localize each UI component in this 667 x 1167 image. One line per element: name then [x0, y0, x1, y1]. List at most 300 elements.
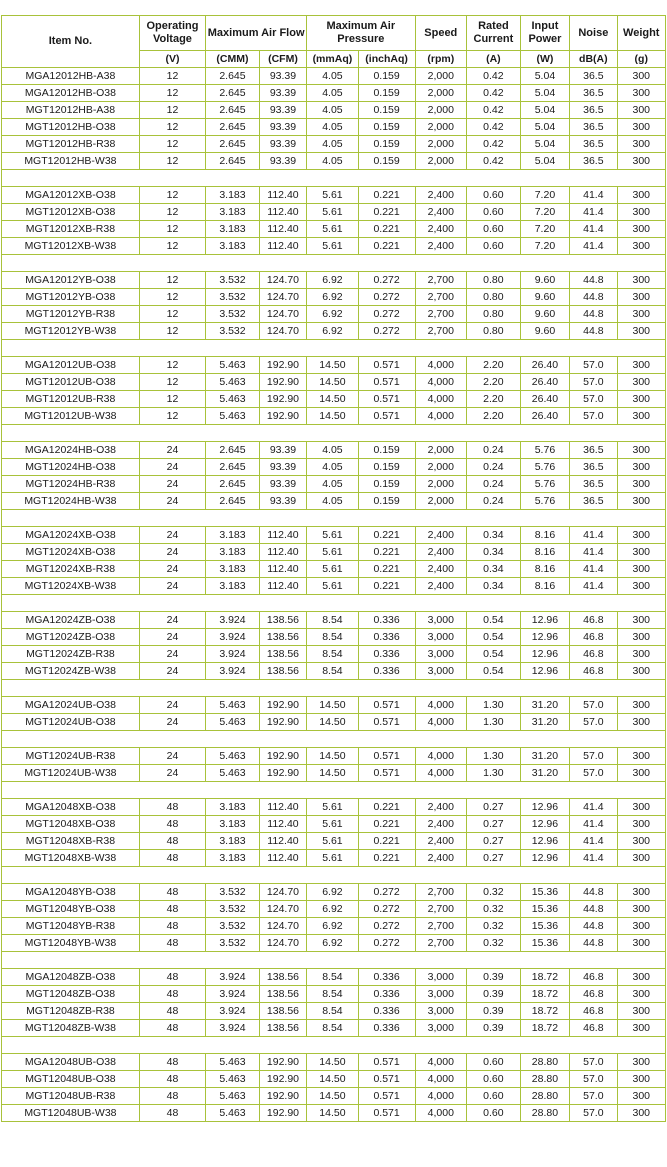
separator-cell — [2, 595, 666, 612]
cell-item-no: MGA12024ZB-O38 — [2, 612, 140, 629]
table-row — [2, 629, 666, 646]
cell-speed: 3,000 — [415, 629, 467, 646]
cell-rated-current: 1.30 — [467, 748, 521, 765]
cell-pressure-mmaq: 6.92 — [307, 323, 359, 340]
cell-air-flow-cfm: 93.39 — [259, 153, 306, 170]
cell-noise: 44.8 — [570, 884, 617, 901]
cell-speed: 2,400 — [415, 221, 467, 238]
cell-item-no: MGT12012XB-O38 — [2, 204, 140, 221]
cell-air-flow-cmm: 3.532 — [206, 918, 260, 935]
cell-input-power: 31.20 — [520, 697, 569, 714]
cell-air-flow-cfm: 93.39 — [259, 85, 306, 102]
cell-pressure-inchaq: 0.221 — [358, 833, 415, 850]
table-row — [2, 187, 666, 204]
table-row — [2, 918, 666, 935]
cell-air-flow-cfm: 112.40 — [259, 850, 306, 867]
cell-input-power: 5.04 — [520, 153, 569, 170]
cell-item-no: MGA12048ZB-O38 — [2, 969, 140, 986]
cell-noise: 57.0 — [570, 357, 617, 374]
cell-rated-current: 0.32 — [467, 918, 521, 935]
cell-noise: 44.8 — [570, 306, 617, 323]
cell-air-flow-cfm: 124.70 — [259, 289, 306, 306]
cell-weight: 300 — [617, 833, 665, 850]
table-row — [2, 765, 666, 782]
cell-input-power: 15.36 — [520, 935, 569, 952]
cell-item-no: MGT12048XB-R38 — [2, 833, 140, 850]
cell-air-flow-cfm: 192.90 — [259, 765, 306, 782]
cell-pressure-mmaq: 8.54 — [307, 646, 359, 663]
cell-item-no: MGT12012HB-A38 — [2, 102, 140, 119]
cell-voltage: 24 — [139, 612, 205, 629]
cell-pressure-mmaq: 5.61 — [307, 578, 359, 595]
cell-weight: 300 — [617, 238, 665, 255]
cell-speed: 2,400 — [415, 799, 467, 816]
cell-air-flow-cmm: 3.924 — [206, 629, 260, 646]
cell-input-power: 7.20 — [520, 187, 569, 204]
cell-input-power: 28.80 — [520, 1054, 569, 1071]
cell-rated-current: 0.39 — [467, 1003, 521, 1020]
cell-speed: 2,000 — [415, 119, 467, 136]
cell-pressure-inchaq: 0.159 — [358, 68, 415, 85]
cell-item-no: MGT12012UB-R38 — [2, 391, 140, 408]
cell-voltage: 12 — [139, 306, 205, 323]
cell-air-flow-cmm: 5.463 — [206, 374, 260, 391]
cell-rated-current: 0.27 — [467, 816, 521, 833]
separator-cell — [2, 1037, 666, 1054]
cell-voltage: 48 — [139, 850, 205, 867]
group-separator-row — [2, 510, 666, 527]
cell-noise: 44.8 — [570, 323, 617, 340]
cell-voltage: 12 — [139, 153, 205, 170]
cell-weight: 300 — [617, 391, 665, 408]
cell-air-flow-cmm: 3.924 — [206, 1003, 260, 1020]
cell-rated-current: 0.32 — [467, 935, 521, 952]
cell-speed: 2,700 — [415, 289, 467, 306]
cell-speed: 2,400 — [415, 238, 467, 255]
table-row — [2, 799, 666, 816]
cell-noise: 41.4 — [570, 816, 617, 833]
unit-rpm: (rpm) — [415, 51, 467, 68]
cell-voltage: 48 — [139, 884, 205, 901]
cell-air-flow-cfm: 112.40 — [259, 204, 306, 221]
cell-pressure-inchaq: 0.336 — [358, 1003, 415, 1020]
cell-pressure-inchaq: 0.571 — [358, 1105, 415, 1122]
cell-input-power: 28.80 — [520, 1105, 569, 1122]
cell-input-power: 15.36 — [520, 884, 569, 901]
cell-weight: 300 — [617, 153, 665, 170]
cell-weight: 300 — [617, 850, 665, 867]
cell-speed: 2,000 — [415, 102, 467, 119]
unit-mmaq: (mmAq) — [307, 51, 359, 68]
cell-air-flow-cfm: 138.56 — [259, 969, 306, 986]
cell-weight: 300 — [617, 1003, 665, 1020]
cell-pressure-inchaq: 0.571 — [358, 714, 415, 731]
cell-air-flow-cmm: 3.183 — [206, 578, 260, 595]
cell-voltage: 48 — [139, 1105, 205, 1122]
cell-weight: 300 — [617, 68, 665, 85]
cell-noise: 46.8 — [570, 612, 617, 629]
cell-speed: 4,000 — [415, 391, 467, 408]
cell-air-flow-cfm: 138.56 — [259, 646, 306, 663]
cell-air-flow-cfm: 192.90 — [259, 697, 306, 714]
cell-air-flow-cmm: 2.645 — [206, 136, 260, 153]
cell-speed: 2,400 — [415, 561, 467, 578]
table-row — [2, 527, 666, 544]
cell-air-flow-cmm: 3.183 — [206, 561, 260, 578]
table-row — [2, 901, 666, 918]
cell-pressure-inchaq: 0.159 — [358, 136, 415, 153]
cell-rated-current: 0.24 — [467, 476, 521, 493]
cell-pressure-mmaq: 4.05 — [307, 459, 359, 476]
cell-pressure-mmaq: 6.92 — [307, 884, 359, 901]
cell-voltage: 12 — [139, 238, 205, 255]
cell-voltage: 24 — [139, 646, 205, 663]
cell-rated-current: 0.24 — [467, 493, 521, 510]
cell-pressure-mmaq: 5.61 — [307, 238, 359, 255]
cell-speed: 2,400 — [415, 816, 467, 833]
cell-weight: 300 — [617, 714, 665, 731]
cell-noise: 41.4 — [570, 221, 617, 238]
table-row — [2, 578, 666, 595]
cell-noise: 57.0 — [570, 1088, 617, 1105]
cell-speed: 4,000 — [415, 1054, 467, 1071]
cell-noise: 46.8 — [570, 969, 617, 986]
table-row — [2, 221, 666, 238]
cell-voltage: 48 — [139, 816, 205, 833]
cell-pressure-mmaq: 5.61 — [307, 833, 359, 850]
separator-cell — [2, 867, 666, 884]
header-operating-voltage: Operating Voltage — [139, 16, 205, 51]
cell-air-flow-cfm: 124.70 — [259, 272, 306, 289]
cell-speed: 2,000 — [415, 459, 467, 476]
cell-weight: 300 — [617, 697, 665, 714]
separator-cell — [2, 170, 666, 187]
cell-pressure-inchaq: 0.221 — [358, 544, 415, 561]
table-row — [2, 323, 666, 340]
separator-cell — [2, 340, 666, 357]
cell-speed: 2,700 — [415, 918, 467, 935]
cell-voltage: 12 — [139, 374, 205, 391]
cell-pressure-inchaq: 0.221 — [358, 816, 415, 833]
separator-cell — [2, 425, 666, 442]
cell-pressure-mmaq: 14.50 — [307, 408, 359, 425]
cell-voltage: 24 — [139, 493, 205, 510]
cell-noise: 46.8 — [570, 1003, 617, 1020]
cell-pressure-mmaq: 6.92 — [307, 918, 359, 935]
cell-input-power: 12.96 — [520, 799, 569, 816]
cell-air-flow-cfm: 112.40 — [259, 187, 306, 204]
cell-pressure-inchaq: 0.571 — [358, 1054, 415, 1071]
cell-rated-current: 2.20 — [467, 408, 521, 425]
cell-noise: 57.0 — [570, 765, 617, 782]
table-row — [2, 391, 666, 408]
table-body — [2, 68, 666, 1122]
cell-voltage: 24 — [139, 765, 205, 782]
table-row — [2, 1071, 666, 1088]
cell-air-flow-cmm: 3.183 — [206, 544, 260, 561]
cell-air-flow-cfm: 192.90 — [259, 374, 306, 391]
cell-noise: 44.8 — [570, 901, 617, 918]
cell-noise: 36.5 — [570, 493, 617, 510]
cell-pressure-inchaq: 0.221 — [358, 204, 415, 221]
cell-pressure-mmaq: 14.50 — [307, 1071, 359, 1088]
separator-cell — [2, 680, 666, 697]
cell-air-flow-cmm: 3.532 — [206, 884, 260, 901]
cell-air-flow-cmm: 3.183 — [206, 850, 260, 867]
cell-input-power: 12.96 — [520, 612, 569, 629]
cell-speed: 2,000 — [415, 476, 467, 493]
cell-item-no: MGT12024UB-W38 — [2, 765, 140, 782]
group-separator-row — [2, 867, 666, 884]
cell-air-flow-cmm: 3.924 — [206, 986, 260, 1003]
cell-air-flow-cfm: 138.56 — [259, 986, 306, 1003]
cell-speed: 4,000 — [415, 1105, 467, 1122]
cell-weight: 300 — [617, 969, 665, 986]
cell-noise: 41.4 — [570, 833, 617, 850]
cell-item-no: MGT12012YB-R38 — [2, 306, 140, 323]
cell-item-no: MGT12024ZB-W38 — [2, 663, 140, 680]
cell-noise: 57.0 — [570, 374, 617, 391]
cell-air-flow-cmm: 2.645 — [206, 68, 260, 85]
cell-air-flow-cmm: 5.463 — [206, 391, 260, 408]
cell-input-power: 12.96 — [520, 833, 569, 850]
cell-air-flow-cmm: 3.532 — [206, 323, 260, 340]
cell-item-no: MGT12012UB-O38 — [2, 374, 140, 391]
cell-item-no: MGT12048YB-R38 — [2, 918, 140, 935]
cell-weight: 300 — [617, 986, 665, 1003]
cell-voltage: 12 — [139, 323, 205, 340]
cell-voltage: 48 — [139, 1003, 205, 1020]
cell-noise: 41.4 — [570, 561, 617, 578]
cell-air-flow-cmm: 5.463 — [206, 1088, 260, 1105]
cell-weight: 300 — [617, 901, 665, 918]
cell-item-no: MGT12048YB-O38 — [2, 901, 140, 918]
cell-rated-current: 0.42 — [467, 119, 521, 136]
cell-pressure-inchaq: 0.571 — [358, 357, 415, 374]
cell-air-flow-cmm: 3.532 — [206, 289, 260, 306]
cell-rated-current: 1.30 — [467, 765, 521, 782]
cell-air-flow-cmm: 3.924 — [206, 663, 260, 680]
cell-item-no: MGT12024HB-R38 — [2, 476, 140, 493]
cell-speed: 2,000 — [415, 85, 467, 102]
cell-air-flow-cmm: 3.532 — [206, 935, 260, 952]
cell-speed: 3,000 — [415, 663, 467, 680]
cell-weight: 300 — [617, 765, 665, 782]
cell-air-flow-cmm: 2.645 — [206, 153, 260, 170]
table-row — [2, 119, 666, 136]
unit-cfm: (CFM) — [259, 51, 306, 68]
cell-air-flow-cmm: 3.183 — [206, 833, 260, 850]
cell-weight: 300 — [617, 1054, 665, 1071]
cell-input-power: 18.72 — [520, 1020, 569, 1037]
cell-rated-current: 2.20 — [467, 391, 521, 408]
table-row — [2, 204, 666, 221]
cell-input-power: 18.72 — [520, 986, 569, 1003]
cell-noise: 36.5 — [570, 459, 617, 476]
cell-pressure-mmaq: 4.05 — [307, 85, 359, 102]
cell-noise: 41.4 — [570, 544, 617, 561]
cell-pressure-mmaq: 8.54 — [307, 629, 359, 646]
cell-air-flow-cfm: 192.90 — [259, 1088, 306, 1105]
table-row — [2, 306, 666, 323]
cell-weight: 300 — [617, 102, 665, 119]
cell-pressure-inchaq: 0.159 — [358, 102, 415, 119]
table-row — [2, 153, 666, 170]
cell-voltage: 24 — [139, 527, 205, 544]
cell-voltage: 12 — [139, 102, 205, 119]
cell-input-power: 5.04 — [520, 85, 569, 102]
table-row — [2, 102, 666, 119]
cell-noise: 46.8 — [570, 986, 617, 1003]
cell-air-flow-cfm: 112.40 — [259, 799, 306, 816]
cell-input-power: 8.16 — [520, 561, 569, 578]
cell-voltage: 24 — [139, 442, 205, 459]
group-separator-row — [2, 340, 666, 357]
table-row — [2, 68, 666, 85]
cell-weight: 300 — [617, 935, 665, 952]
cell-pressure-mmaq: 14.50 — [307, 714, 359, 731]
cell-speed: 2,400 — [415, 204, 467, 221]
cell-pressure-mmaq: 8.54 — [307, 612, 359, 629]
cell-noise: 36.5 — [570, 102, 617, 119]
header-max-air-flow: Maximum Air Flow — [206, 16, 307, 51]
cell-speed: 2,700 — [415, 306, 467, 323]
cell-item-no: MGT12024ZB-O38 — [2, 629, 140, 646]
cell-pressure-inchaq: 0.272 — [358, 918, 415, 935]
cell-voltage: 48 — [139, 901, 205, 918]
cell-noise: 46.8 — [570, 663, 617, 680]
cell-pressure-mmaq: 6.92 — [307, 272, 359, 289]
cell-pressure-mmaq: 8.54 — [307, 986, 359, 1003]
cell-rated-current: 0.42 — [467, 153, 521, 170]
cell-rated-current: 0.54 — [467, 612, 521, 629]
cell-weight: 300 — [617, 918, 665, 935]
cell-noise: 36.5 — [570, 136, 617, 153]
cell-noise: 44.8 — [570, 918, 617, 935]
cell-item-no: MGT12048UB-O38 — [2, 1071, 140, 1088]
cell-item-no: MGT12012UB-W38 — [2, 408, 140, 425]
cell-weight: 300 — [617, 578, 665, 595]
cell-noise: 36.5 — [570, 476, 617, 493]
cell-pressure-mmaq: 5.61 — [307, 527, 359, 544]
table-row — [2, 459, 666, 476]
cell-item-no: MGA12048UB-O38 — [2, 1054, 140, 1071]
cell-pressure-mmaq: 14.50 — [307, 1088, 359, 1105]
cell-pressure-mmaq: 4.05 — [307, 476, 359, 493]
unit-weight: (g) — [617, 51, 665, 68]
cell-air-flow-cfm: 124.70 — [259, 901, 306, 918]
cell-pressure-mmaq: 6.92 — [307, 289, 359, 306]
cell-input-power: 9.60 — [520, 289, 569, 306]
cell-item-no: MGT12048ZB-W38 — [2, 1020, 140, 1037]
cell-item-no: MGT12048XB-O38 — [2, 816, 140, 833]
cell-air-flow-cmm: 2.645 — [206, 459, 260, 476]
cell-pressure-inchaq: 0.571 — [358, 765, 415, 782]
separator-cell — [2, 510, 666, 527]
cell-pressure-mmaq: 8.54 — [307, 969, 359, 986]
cell-item-no: MGA12048YB-O38 — [2, 884, 140, 901]
cell-air-flow-cfm: 112.40 — [259, 544, 306, 561]
cell-air-flow-cfm: 192.90 — [259, 748, 306, 765]
cell-rated-current: 0.80 — [467, 272, 521, 289]
cell-item-no: MGT12024XB-O38 — [2, 544, 140, 561]
cell-weight: 300 — [617, 799, 665, 816]
cell-air-flow-cmm: 5.463 — [206, 1105, 260, 1122]
cell-weight: 300 — [617, 357, 665, 374]
cell-item-no: MGA12024XB-O38 — [2, 527, 140, 544]
cell-input-power: 5.76 — [520, 459, 569, 476]
cell-voltage: 48 — [139, 1071, 205, 1088]
cell-air-flow-cfm: 112.40 — [259, 561, 306, 578]
cell-air-flow-cfm: 124.70 — [259, 306, 306, 323]
cell-pressure-mmaq: 14.50 — [307, 357, 359, 374]
cell-pressure-inchaq: 0.221 — [358, 578, 415, 595]
cell-pressure-inchaq: 0.159 — [358, 476, 415, 493]
cell-weight: 300 — [617, 646, 665, 663]
cell-pressure-mmaq: 5.61 — [307, 544, 359, 561]
cell-air-flow-cfm: 192.90 — [259, 408, 306, 425]
cell-pressure-mmaq: 14.50 — [307, 1054, 359, 1071]
cell-air-flow-cmm: 3.924 — [206, 1020, 260, 1037]
cell-voltage: 48 — [139, 799, 205, 816]
cell-noise: 41.4 — [570, 578, 617, 595]
cell-pressure-inchaq: 0.336 — [358, 986, 415, 1003]
cell-noise: 57.0 — [570, 1054, 617, 1071]
cell-input-power: 18.72 — [520, 1003, 569, 1020]
cell-pressure-mmaq: 14.50 — [307, 1105, 359, 1122]
cell-weight: 300 — [617, 884, 665, 901]
cell-item-no: MGT12012HB-O38 — [2, 119, 140, 136]
cell-noise: 44.8 — [570, 289, 617, 306]
cell-voltage: 24 — [139, 561, 205, 578]
cell-pressure-mmaq: 5.61 — [307, 221, 359, 238]
cell-item-no: MGT12048YB-W38 — [2, 935, 140, 952]
cell-air-flow-cmm: 3.183 — [206, 204, 260, 221]
cell-input-power: 26.40 — [520, 374, 569, 391]
cell-voltage: 12 — [139, 289, 205, 306]
cell-input-power: 12.96 — [520, 663, 569, 680]
cell-speed: 2,000 — [415, 136, 467, 153]
group-separator-row — [2, 425, 666, 442]
cell-pressure-mmaq: 4.05 — [307, 102, 359, 119]
cell-voltage: 12 — [139, 357, 205, 374]
cell-speed: 4,000 — [415, 374, 467, 391]
unit-cmm: (CMM) — [206, 51, 260, 68]
cell-item-no: MGT12012YB-W38 — [2, 323, 140, 340]
cell-air-flow-cmm: 5.463 — [206, 748, 260, 765]
cell-air-flow-cmm: 5.463 — [206, 357, 260, 374]
cell-speed: 4,000 — [415, 1071, 467, 1088]
cell-air-flow-cmm: 2.645 — [206, 442, 260, 459]
cell-voltage: 24 — [139, 476, 205, 493]
cell-weight: 300 — [617, 561, 665, 578]
cell-air-flow-cmm: 3.183 — [206, 221, 260, 238]
cell-input-power: 9.60 — [520, 323, 569, 340]
cell-air-flow-cfm: 124.70 — [259, 935, 306, 952]
cell-pressure-inchaq: 0.336 — [358, 612, 415, 629]
cell-air-flow-cmm: 3.532 — [206, 901, 260, 918]
cell-item-no: MGT12024ZB-R38 — [2, 646, 140, 663]
cell-noise: 36.5 — [570, 119, 617, 136]
cell-item-no: MGT12012HB-R38 — [2, 136, 140, 153]
cell-voltage: 48 — [139, 1088, 205, 1105]
cell-input-power: 26.40 — [520, 391, 569, 408]
table-row — [2, 697, 666, 714]
cell-rated-current: 0.24 — [467, 442, 521, 459]
cell-rated-current: 0.42 — [467, 85, 521, 102]
cell-speed: 3,000 — [415, 986, 467, 1003]
cell-pressure-inchaq: 0.221 — [358, 187, 415, 204]
